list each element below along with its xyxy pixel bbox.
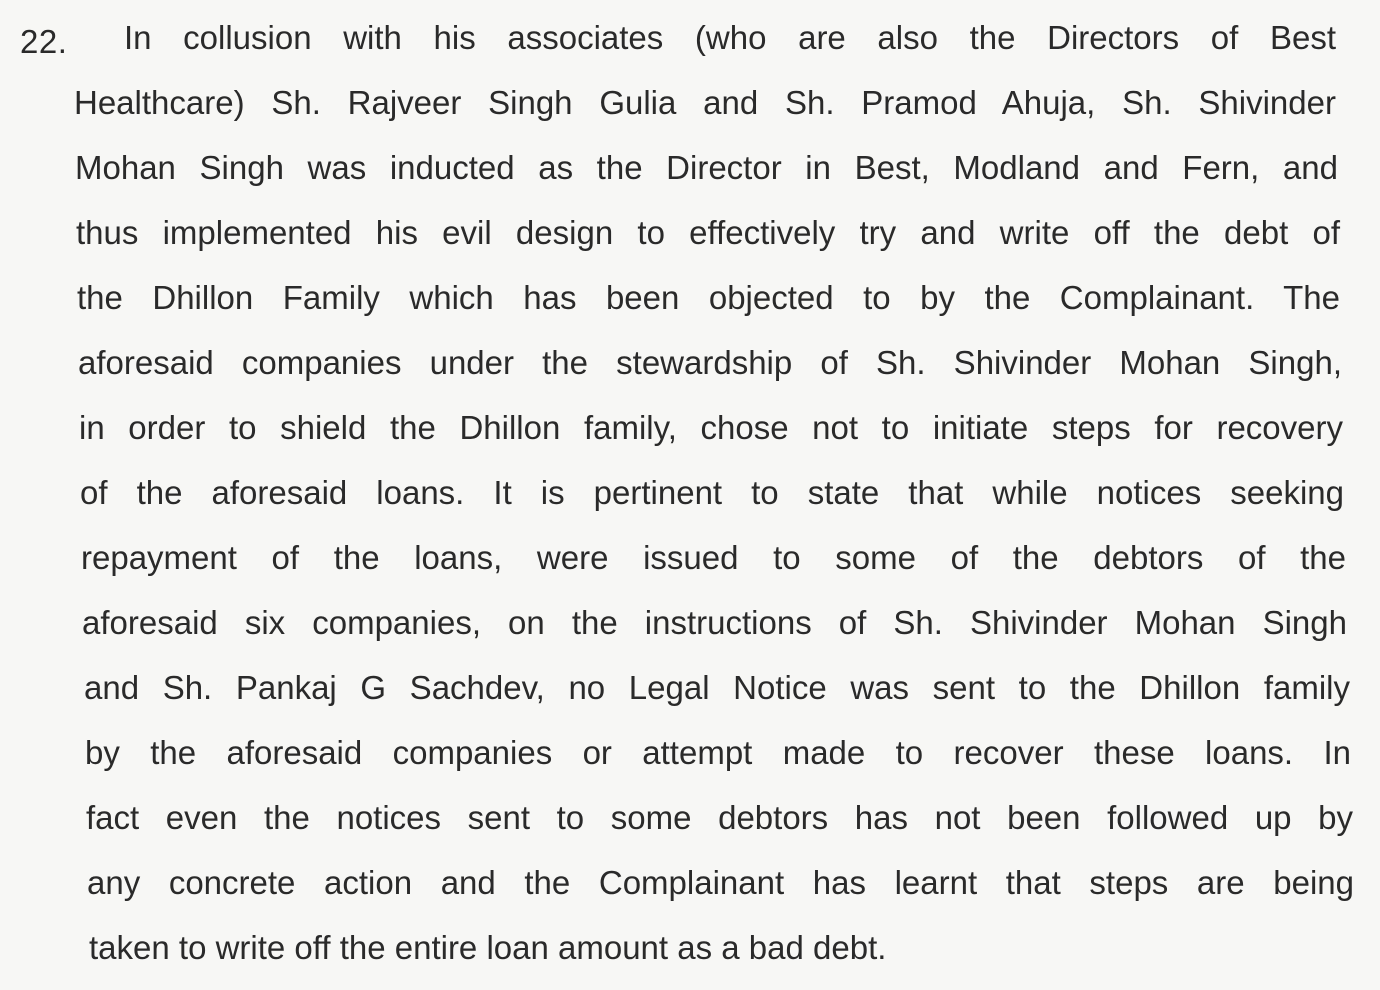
paragraph-line-11: and Sh. Pankaj G Sachdev, no Legal Notice was sent to the Dhillon family [84,669,1350,706]
paragraph-line-3: Mohan Singh was inducted as the Director in Best, Modland and Fern, and [75,149,1338,186]
paragraph-number: 22. [20,23,68,60]
paragraph-line-10: aforesaid six companies, on the instructions of Sh. Shivinder Mohan Singh [82,604,1347,641]
paragraph-line-8: of the aforesaid loans. It is pertinent to state that while notices seeking [80,474,1344,511]
paragraph-line-13: fact even the notices sent to some debtors has not been followed up by [86,799,1353,836]
paragraph-line-12: by the aforesaid companies or attempt made to recover these loans. In [85,734,1351,771]
paragraph-line-14: any concrete action and the Complainant has learnt that steps are being [87,864,1354,901]
paragraph-line-1: In collusion with his associates (who are also the Directors of Best [124,19,1336,56]
paragraph-line-2: Healthcare) Sh. Rajveer Singh Gulia and Sh. Pramod Ahuja, Sh. Shivinder [74,84,1336,121]
paragraph-line-5: the Dhillon Family which has been objected to by the Complainant. The [77,279,1340,316]
paragraph-line-9: repayment of the loans, were issued to some of the debtors of the [81,539,1346,576]
paragraph-line-4: thus implemented his evil design to effectively try and write off the debt of [76,214,1340,251]
paragraph-line-7: in order to shield the Dhillon family, chose not to initiate steps for recovery [79,409,1343,446]
paragraph-line-15: taken to write off the entire loan amount as a bad debt. [89,929,887,966]
paragraph-line-6: aforesaid companies under the stewardship of Sh. Shivinder Mohan Singh, [78,344,1342,381]
